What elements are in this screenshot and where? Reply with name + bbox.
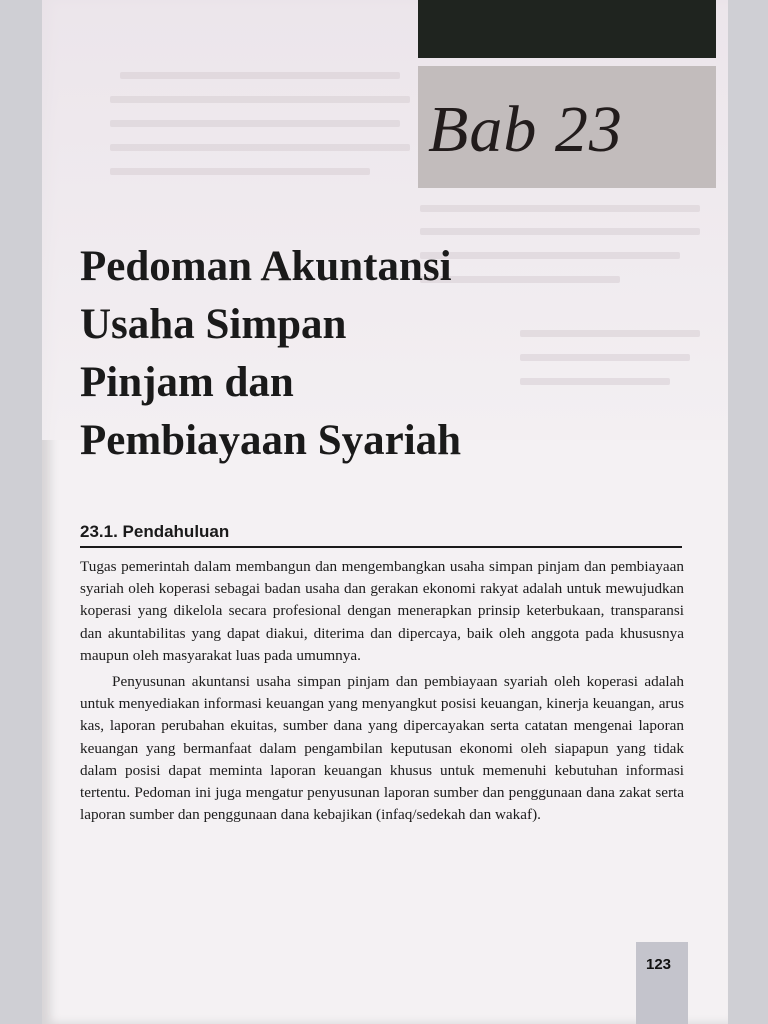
section-heading: 23.1. Pendahuluan bbox=[80, 522, 230, 541]
chapter-title-line: Pedoman Akuntansi bbox=[80, 243, 452, 290]
chapter-label: Bab 23 bbox=[428, 93, 623, 166]
page-number: 123 bbox=[646, 956, 672, 973]
chapter-title bbox=[80, 238, 530, 470]
body-text bbox=[80, 556, 684, 826]
paragraph: Penyusunan akuntansi usaha simpan pinjam dan pembiayaan syariah oleh koperasi adalah untuk menyediakan informasi keuangan yang menyangkut posisi keuangan, kinerja keuangan, arus kas, laporan perubahan ekuitas, sumber dana yang dipercayakan serta catatan mengenai laporan keuangan yang bermanfaat dalam pengambilan keputusan ekonomi oleh siapapun yang tidak dalam posisi dapat meminta laporan keuangan khusus untuk memenuhi kebutuhan informasi tertentu. Pedoman ini juga mengatur penyusunan laporan sumber dan penggunaan dana zakat serta laporan sumber dan penggunaan dana kebajikan (infaq/sedekah dan wakaf). bbox=[80, 673, 684, 824]
paragraph: Tugas pemerintah dalam membangun dan mengembangkan usaha simpan pinjam dan pembiayaan syariah oleh koperasi sebagai badan usaha dan gerakan ekonomi rakyat adalah untuk mewujudkan koperasi yang dikelola secara profesional dengan menerapkan prinsip keterbukaan, transparansi dan akuntabilitas yang dapat diakui, diterima dan dipercaya, baik oleh anggota pada khususnya maupun oleh masyarakat luas pada umumnya. bbox=[80, 558, 684, 664]
chapter-title-line: Usaha Simpan bbox=[80, 301, 347, 348]
page-number-tab bbox=[636, 942, 688, 1024]
section-rule bbox=[80, 546, 682, 548]
chapter-title-line: Pinjam dan bbox=[80, 359, 294, 406]
chapter-title-line: Pembiayaan Syariah bbox=[80, 417, 462, 464]
chapter-top-bar bbox=[418, 0, 716, 58]
